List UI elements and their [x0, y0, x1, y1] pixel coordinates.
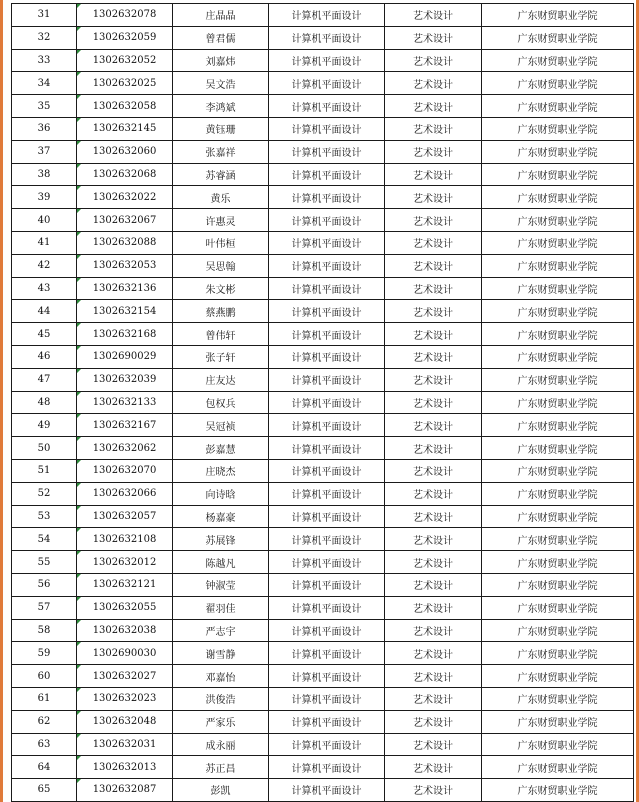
cell-no[interactable]: 59: [12, 642, 77, 665]
cell-school[interactable]: 广东财贸职业学院: [482, 551, 634, 574]
cell-student-id[interactable]: 1302632108: [77, 528, 173, 551]
cell-student-id[interactable]: 1302690030: [77, 642, 173, 665]
table-row: [12, 254, 634, 277]
cell-school[interactable]: 广东财贸职业学院: [482, 528, 634, 551]
cell-school[interactable]: 广东财贸职业学院: [482, 779, 634, 802]
cell-no[interactable]: 48: [12, 391, 77, 414]
cell-category[interactable]: 艺术设计: [385, 551, 482, 574]
cell-category[interactable]: 艺术设计: [385, 368, 482, 391]
table-row: [12, 505, 634, 528]
cell-school[interactable]: 广东财贸职业学院: [482, 756, 634, 779]
cell-major[interactable]: 计算机平面设计: [269, 437, 385, 460]
cell-name[interactable]: 苏正昌: [173, 756, 269, 779]
cell-student-id[interactable]: 1302632013: [77, 756, 173, 779]
cell-student-id[interactable]: 1302632154: [77, 300, 173, 323]
cell-student-id[interactable]: 1302632136: [77, 277, 173, 300]
cell-student-id[interactable]: 1302632031: [77, 733, 173, 756]
cell-student-id[interactable]: 1302632121: [77, 573, 173, 596]
cell-name[interactable]: 吴冠祯: [173, 414, 269, 437]
cell-category[interactable]: 艺术设计: [385, 596, 482, 619]
table-row: [12, 26, 634, 49]
cell-major[interactable]: 计算机平面设计: [269, 756, 385, 779]
cell-no[interactable]: 42: [12, 254, 77, 277]
cell-major[interactable]: 计算机平面设计: [269, 4, 385, 27]
cell-no[interactable]: 31: [12, 4, 77, 27]
cell-name[interactable]: 张子轩: [173, 345, 269, 368]
cell-category[interactable]: 艺术设计: [385, 391, 482, 414]
cell-school[interactable]: 广东财贸职业学院: [482, 72, 634, 95]
cell-name[interactable]: 翟羽佳: [173, 596, 269, 619]
cell-name[interactable]: 洪俊浩: [173, 687, 269, 710]
cell-student-id[interactable]: 1302632039: [77, 368, 173, 391]
cell-school[interactable]: 广东财贸职业学院: [482, 665, 634, 688]
table-row: [12, 756, 634, 779]
cell-name[interactable]: 严家乐: [173, 710, 269, 733]
cell-category[interactable]: 艺术设计: [385, 482, 482, 505]
cell-major[interactable]: 计算机平面设计: [269, 414, 385, 437]
table-row: [12, 779, 634, 802]
cell-school[interactable]: 广东财贸职业学院: [482, 642, 634, 665]
cell-school[interactable]: 广东财贸职业学院: [482, 459, 634, 482]
cell-major[interactable]: 计算机平面设计: [269, 391, 385, 414]
cell-major[interactable]: 计算机平面设计: [269, 665, 385, 688]
cell-major[interactable]: 计算机平面设计: [269, 551, 385, 574]
cell-name[interactable]: 杨嘉豪: [173, 505, 269, 528]
table-row: [12, 733, 634, 756]
cell-no[interactable]: 36: [12, 117, 77, 140]
table-row: [12, 710, 634, 733]
cell-student-id[interactable]: 1302632053: [77, 254, 173, 277]
cell-school[interactable]: 广东财贸职业学院: [482, 163, 634, 186]
cell-no[interactable]: 43: [12, 277, 77, 300]
cell-category[interactable]: 艺术设计: [385, 186, 482, 209]
table-row: [12, 551, 634, 574]
cell-school[interactable]: 广东财贸职业学院: [482, 254, 634, 277]
cell-major[interactable]: 计算机平面设计: [269, 345, 385, 368]
cell-category[interactable]: 艺术设计: [385, 163, 482, 186]
cell-name[interactable]: 许惠灵: [173, 209, 269, 232]
table-row: [12, 140, 634, 163]
cell-student-id[interactable]: 1302632167: [77, 414, 173, 437]
cell-name[interactable]: 彭凯: [173, 779, 269, 802]
cell-major[interactable]: 计算机平面设计: [269, 26, 385, 49]
cell-major[interactable]: 计算机平面设计: [269, 528, 385, 551]
cell-student-id[interactable]: 1302632022: [77, 186, 173, 209]
cell-school[interactable]: 广东财贸职业学院: [482, 323, 634, 346]
cell-no[interactable]: 39: [12, 186, 77, 209]
cell-name[interactable]: 张嘉祥: [173, 140, 269, 163]
table-row: [12, 414, 634, 437]
cell-name[interactable]: 谢雪静: [173, 642, 269, 665]
cell-no[interactable]: 44: [12, 300, 77, 323]
cell-name[interactable]: 钟淑莹: [173, 573, 269, 596]
cell-student-id[interactable]: 1302690029: [77, 345, 173, 368]
cell-name[interactable]: 刘嘉炜: [173, 49, 269, 72]
cell-student-id[interactable]: 1302632012: [77, 551, 173, 574]
cell-no[interactable]: 63: [12, 733, 77, 756]
table-row: [12, 209, 634, 232]
table-row: [12, 687, 634, 710]
cell-no[interactable]: 56: [12, 573, 77, 596]
cell-name[interactable]: 李鸿斌: [173, 95, 269, 118]
cell-category[interactable]: 艺术设计: [385, 779, 482, 802]
cell-category[interactable]: 艺术设计: [385, 209, 482, 232]
cell-student-id[interactable]: 1302632067: [77, 209, 173, 232]
cell-name[interactable]: 庄友达: [173, 368, 269, 391]
cell-category[interactable]: 艺术设计: [385, 528, 482, 551]
cell-no[interactable]: 57: [12, 596, 77, 619]
cell-major[interactable]: 计算机平面设计: [269, 95, 385, 118]
table-row: [12, 4, 634, 27]
cell-school[interactable]: 广东财贸职业学院: [482, 300, 634, 323]
cell-major[interactable]: 计算机平面设计: [269, 733, 385, 756]
table-body: [12, 4, 634, 802]
table-row: [12, 345, 634, 368]
cell-school[interactable]: 广东财贸职业学院: [482, 49, 634, 72]
table-row: [12, 665, 634, 688]
cell-student-id[interactable]: 1302632057: [77, 505, 173, 528]
cell-no[interactable]: 50: [12, 437, 77, 460]
cell-major[interactable]: 计算机平面设计: [269, 323, 385, 346]
cell-student-id[interactable]: 1302632066: [77, 482, 173, 505]
cell-no[interactable]: 60: [12, 665, 77, 688]
cell-category[interactable]: 艺术设计: [385, 300, 482, 323]
cell-major[interactable]: 计算机平面设计: [269, 117, 385, 140]
cell-category[interactable]: 艺术设计: [385, 323, 482, 346]
table-row: [12, 323, 634, 346]
cell-major[interactable]: 计算机平面设计: [269, 163, 385, 186]
cell-category[interactable]: 艺术设计: [385, 95, 482, 118]
cell-no[interactable]: 47: [12, 368, 77, 391]
cell-name[interactable]: 叶伟桓: [173, 231, 269, 254]
table-row: [12, 72, 634, 95]
cell-student-id[interactable]: 1302632038: [77, 619, 173, 642]
cell-student-id[interactable]: 1302632062: [77, 437, 173, 460]
cell-no[interactable]: 64: [12, 756, 77, 779]
cell-school[interactable]: 广东财贸职业学院: [482, 277, 634, 300]
table-row: [12, 117, 634, 140]
cell-student-id[interactable]: 1302632025: [77, 72, 173, 95]
cell-category[interactable]: 艺术设计: [385, 687, 482, 710]
cell-student-id[interactable]: 1302632048: [77, 710, 173, 733]
cell-category[interactable]: 艺术设计: [385, 619, 482, 642]
cell-category[interactable]: 艺术设计: [385, 414, 482, 437]
cell-major[interactable]: 计算机平面设计: [269, 277, 385, 300]
cell-category[interactable]: 艺术设计: [385, 49, 482, 72]
cell-school[interactable]: 广东财贸职业学院: [482, 4, 634, 27]
cell-no[interactable]: 53: [12, 505, 77, 528]
cell-student-id[interactable]: 1302632088: [77, 231, 173, 254]
cell-name[interactable]: 向诗晗: [173, 482, 269, 505]
cell-major[interactable]: 计算机平面设计: [269, 505, 385, 528]
cell-school[interactable]: 广东财贸职业学院: [482, 437, 634, 460]
cell-name[interactable]: 吴思翰: [173, 254, 269, 277]
table-row: [12, 300, 634, 323]
cell-no[interactable]: 35: [12, 95, 77, 118]
cell-no[interactable]: 61: [12, 687, 77, 710]
cell-name[interactable]: 成永丽: [173, 733, 269, 756]
cell-major[interactable]: 计算机平面设计: [269, 710, 385, 733]
table-row: [12, 596, 634, 619]
cell-no[interactable]: 51: [12, 459, 77, 482]
cell-school[interactable]: 广东财贸职业学院: [482, 619, 634, 642]
cell-category[interactable]: 艺术设计: [385, 254, 482, 277]
cell-category[interactable]: 艺术设计: [385, 459, 482, 482]
cell-student-id[interactable]: 1302632078: [77, 4, 173, 27]
cell-category[interactable]: 艺术设计: [385, 710, 482, 733]
cell-name[interactable]: 包权兵: [173, 391, 269, 414]
cell-student-id[interactable]: 1302632087: [77, 779, 173, 802]
cell-name[interactable]: 曾君儒: [173, 26, 269, 49]
cell-name[interactable]: 曾伟轩: [173, 323, 269, 346]
cell-major[interactable]: 计算机平面设计: [269, 209, 385, 232]
cell-no[interactable]: 45: [12, 323, 77, 346]
cell-major[interactable]: 计算机平面设计: [269, 49, 385, 72]
table-row: [12, 163, 634, 186]
cell-category[interactable]: 艺术设计: [385, 345, 482, 368]
cell-student-id[interactable]: 1302632060: [77, 140, 173, 163]
cell-school[interactable]: 广东财贸职业学院: [482, 368, 634, 391]
cell-category[interactable]: 艺术设计: [385, 756, 482, 779]
cell-student-id[interactable]: 1302632023: [77, 687, 173, 710]
cell-name[interactable]: 庄晓杰: [173, 459, 269, 482]
table-row: [12, 186, 634, 209]
cell-school[interactable]: 广东财贸职业学院: [482, 231, 634, 254]
cell-school[interactable]: 广东财贸职业学院: [482, 117, 634, 140]
table-row: [12, 642, 634, 665]
cell-school[interactable]: 广东财贸职业学院: [482, 345, 634, 368]
table-row: [12, 231, 634, 254]
cell-major[interactable]: 计算机平面设计: [269, 140, 385, 163]
cell-name[interactable]: 黄乐: [173, 186, 269, 209]
table-row: [12, 277, 634, 300]
cell-school[interactable]: 广东财贸职业学院: [482, 573, 634, 596]
cell-major[interactable]: 计算机平面设计: [269, 72, 385, 95]
cell-major[interactable]: 计算机平面设计: [269, 459, 385, 482]
cell-school[interactable]: 广东财贸职业学院: [482, 209, 634, 232]
cell-category[interactable]: 艺术设计: [385, 505, 482, 528]
cell-name[interactable]: 黄钰珊: [173, 117, 269, 140]
table-row: [12, 49, 634, 72]
table-row: [12, 368, 634, 391]
cell-category[interactable]: 艺术设计: [385, 277, 482, 300]
cell-school[interactable]: 广东财贸职业学院: [482, 95, 634, 118]
cell-student-id[interactable]: 1302632055: [77, 596, 173, 619]
cell-student-id[interactable]: 1302632058: [77, 95, 173, 118]
cell-category[interactable]: 艺术设计: [385, 140, 482, 163]
cell-school[interactable]: 广东财贸职业学院: [482, 482, 634, 505]
table-row: [12, 437, 634, 460]
cell-category[interactable]: 艺术设计: [385, 642, 482, 665]
cell-school[interactable]: 广东财贸职业学院: [482, 596, 634, 619]
cell-no[interactable]: 33: [12, 49, 77, 72]
cell-no[interactable]: 54: [12, 528, 77, 551]
cell-name[interactable]: 苏展锋: [173, 528, 269, 551]
cell-no[interactable]: 46: [12, 345, 77, 368]
table-row: [12, 573, 634, 596]
cell-major[interactable]: 计算机平面设计: [269, 619, 385, 642]
cell-name[interactable]: 苏睿涵: [173, 163, 269, 186]
cell-category[interactable]: 艺术设计: [385, 117, 482, 140]
cell-category[interactable]: 艺术设计: [385, 72, 482, 95]
cell-student-id[interactable]: 1302632133: [77, 391, 173, 414]
cell-name[interactable]: 吴文浩: [173, 72, 269, 95]
cell-school[interactable]: 广东财贸职业学院: [482, 391, 634, 414]
cell-no[interactable]: 38: [12, 163, 77, 186]
cell-no[interactable]: 62: [12, 710, 77, 733]
cell-student-id[interactable]: 1302632068: [77, 163, 173, 186]
cell-student-id[interactable]: 1302632027: [77, 665, 173, 688]
table-row: [12, 459, 634, 482]
cell-no[interactable]: 55: [12, 551, 77, 574]
cell-school[interactable]: 广东财贸职业学院: [482, 26, 634, 49]
table-row: [12, 528, 634, 551]
table-row: [12, 95, 634, 118]
cell-major[interactable]: 计算机平面设计: [269, 254, 385, 277]
cell-name[interactable]: 蔡燕鹏: [173, 300, 269, 323]
cell-name[interactable]: 彭嘉慧: [173, 437, 269, 460]
cell-no[interactable]: 65: [12, 779, 77, 802]
cell-school[interactable]: 广东财贸职业学院: [482, 710, 634, 733]
cell-major[interactable]: 计算机平面设计: [269, 779, 385, 802]
cell-no[interactable]: 34: [12, 72, 77, 95]
cell-school[interactable]: 广东财贸职业学院: [482, 414, 634, 437]
cell-major[interactable]: 计算机平面设计: [269, 573, 385, 596]
cell-major[interactable]: 计算机平面设计: [269, 186, 385, 209]
cell-name[interactable]: 朱文彬: [173, 277, 269, 300]
cell-category[interactable]: 艺术设计: [385, 26, 482, 49]
cell-student-id[interactable]: 1302632052: [77, 49, 173, 72]
cell-student-id[interactable]: 1302632070: [77, 459, 173, 482]
cell-name[interactable]: 陈越凡: [173, 551, 269, 574]
cell-category[interactable]: 艺术设计: [385, 437, 482, 460]
cell-name[interactable]: 庄晶晶: [173, 4, 269, 27]
cell-name[interactable]: 严志宇: [173, 619, 269, 642]
cell-major[interactable]: 计算机平面设计: [269, 687, 385, 710]
cell-school[interactable]: 广东财贸职业学院: [482, 687, 634, 710]
cell-category[interactable]: 艺术设计: [385, 733, 482, 756]
cell-student-id[interactable]: 1302632059: [77, 26, 173, 49]
cell-major[interactable]: 计算机平面设计: [269, 642, 385, 665]
cell-no[interactable]: 32: [12, 26, 77, 49]
cell-student-id[interactable]: 1302632145: [77, 117, 173, 140]
table-row: [12, 619, 634, 642]
cell-school[interactable]: 广东财贸职业学院: [482, 505, 634, 528]
cell-no[interactable]: 58: [12, 619, 77, 642]
cell-category[interactable]: 艺术设计: [385, 4, 482, 27]
cell-no[interactable]: 41: [12, 231, 77, 254]
student-table: [11, 3, 634, 802]
cell-no[interactable]: 52: [12, 482, 77, 505]
table-row: [12, 391, 634, 414]
cell-major[interactable]: 计算机平面设计: [269, 231, 385, 254]
table-row: [12, 482, 634, 505]
cell-major[interactable]: 计算机平面设计: [269, 300, 385, 323]
cell-category[interactable]: 艺术设计: [385, 573, 482, 596]
cell-name[interactable]: 邓嘉怡: [173, 665, 269, 688]
cell-school[interactable]: 广东财贸职业学院: [482, 733, 634, 756]
cell-major[interactable]: 计算机平面设计: [269, 368, 385, 391]
cell-no[interactable]: 49: [12, 414, 77, 437]
cell-no[interactable]: 37: [12, 140, 77, 163]
cell-major[interactable]: 计算机平面设计: [269, 596, 385, 619]
cell-student-id[interactable]: 1302632168: [77, 323, 173, 346]
cell-no[interactable]: 40: [12, 209, 77, 232]
cell-school[interactable]: 广东财贸职业学院: [482, 140, 634, 163]
cell-major[interactable]: 计算机平面设计: [269, 482, 385, 505]
cell-category[interactable]: 艺术设计: [385, 665, 482, 688]
cell-category[interactable]: 艺术设计: [385, 231, 482, 254]
cell-school[interactable]: 广东财贸职业学院: [482, 186, 634, 209]
